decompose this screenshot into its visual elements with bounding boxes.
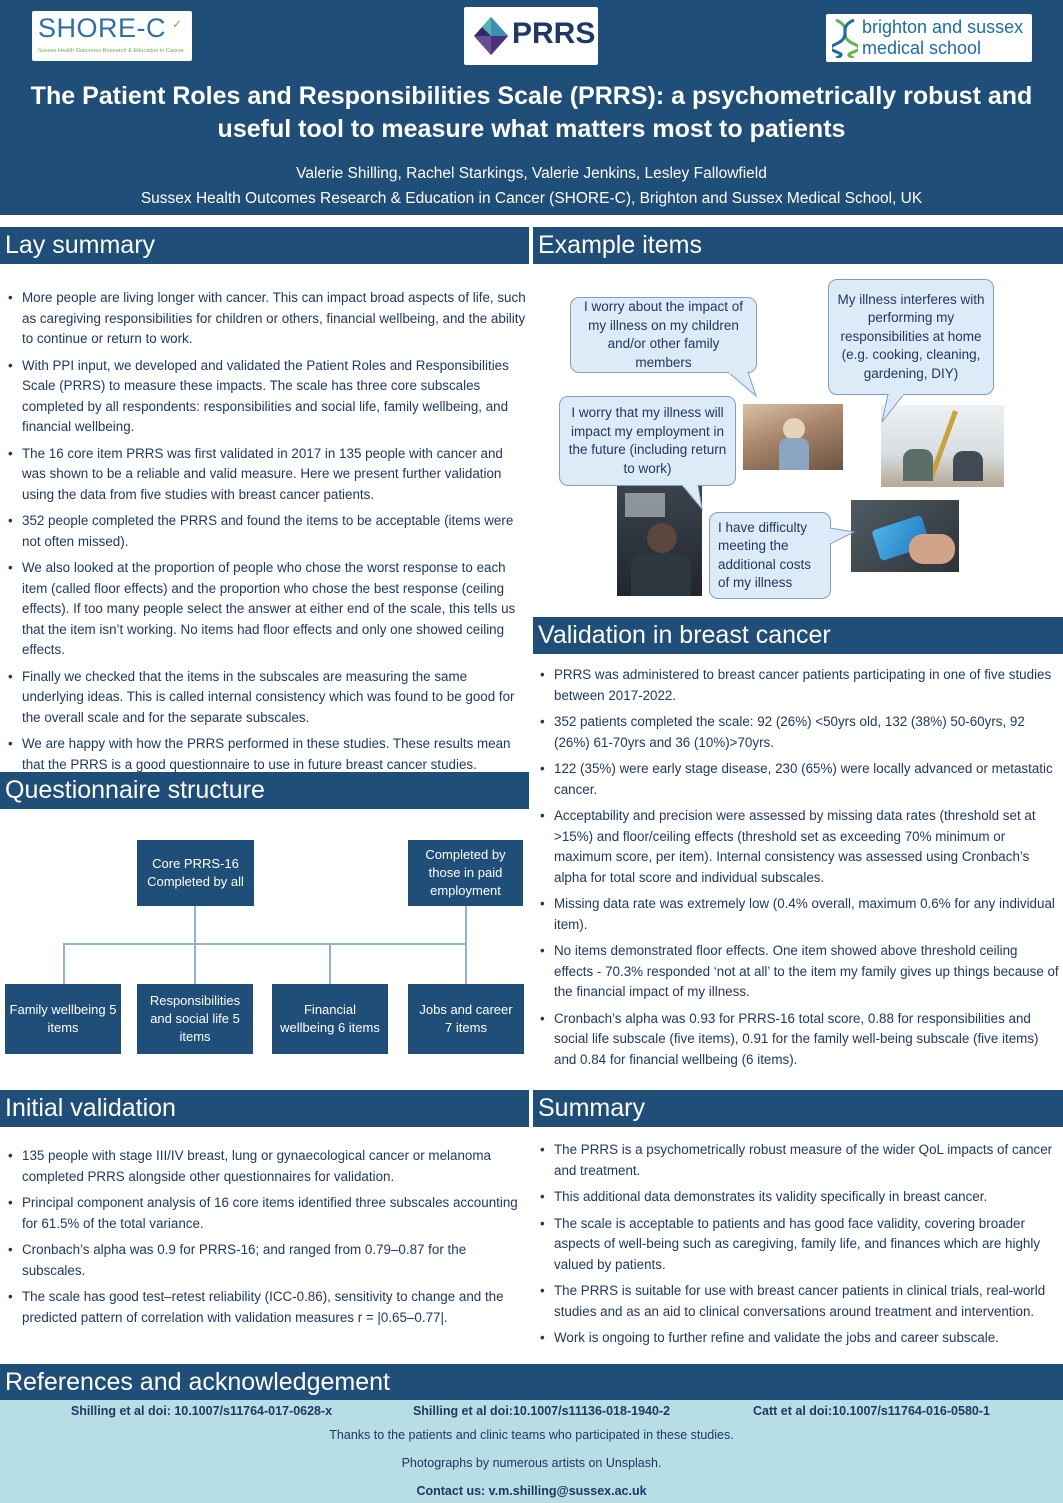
paid-employment-box: Completed by those in paid employment (408, 840, 523, 906)
bsms-logo-line2: medical school (862, 38, 982, 58)
connector (63, 943, 466, 945)
list-item: • Missing data rate was extremely low (0.4% overall, maximum 0.6% for any individual item). (537, 894, 1059, 935)
initial-validation-list (5, 1146, 529, 1334)
reference-2: Shilling et al doi:10.1007/s11136-018-1940-2 (412, 1404, 671, 1418)
list-item: • The PRRS is a psychometrically robust measure of the wider QoL impacts of cancer and treatment. (537, 1140, 1059, 1181)
list-item: • Finally we checked that the items in the subscales are measuring the same underlying ideas. This is called internal consistency which was found to be good for the overall scale and for the separate subscales. (5, 667, 529, 729)
financial-wellbeing-box: Financial wellbeing 6 items (272, 984, 388, 1054)
shore-c-logo-text: SHORE-C (38, 13, 167, 43)
connector (63, 943, 65, 984)
connector (329, 943, 331, 984)
list-item: • With PPI input, we developed and validated the Patient Roles and Responsibilities Scale (PRRS) to measure these impacts. The scale has three core subscales completed by all respondents: responsibilities and social life, family wellbeing, and financial wellbeing. (5, 356, 529, 438)
speech-bubble: I worry about the impact of my illness on my children and/or other family members (570, 297, 757, 373)
list-item: • The 16 core item PRRS was first validated in 2017 in 135 people with cancer and was shown to be a reliable and valid measure. Here we present further validation using the data from five studies with breast cancer patients. (5, 444, 529, 506)
helix-icon (832, 18, 858, 58)
list-item: • We are happy with how the PRRS performed in these studies. These results mean that the PRRS is a good questionnaire to use in future breast cancer studies. (5, 734, 529, 775)
list-item: • Cronbach’s alpha was 0.93 for PRRS-16 total score, 0.88 for responsibilities and social life subscale (five items), 0.91 for the family well-being subscale (five items) and 0.84 for financial wellbeing (6 items). (537, 1009, 1059, 1071)
list-item: • No items demonstrated floor effects. One item showed above threshold ceiling effects - 70.3% responded ‘not at all’ to the item my family gives up things because of the financial impact of my illness. (537, 941, 1059, 1003)
list-item: • Acceptability and precision were assessed by missing data rates (threshold set at >15%) and floor/ceiling effects (threshold set as exceeding 70% minimum or maximum score, per item). Internal consistency was assessed using Cronbach’s alpha for total score and individual subscales. (537, 806, 1059, 888)
bubble-tail (728, 372, 758, 398)
family-wellbeing-box: Family wellbeing 5 items (5, 984, 121, 1054)
poster-header (0, 0, 1063, 215)
references-panel (0, 1400, 1063, 1503)
photo-card (851, 500, 959, 572)
core-prrs-box: Core PRRS-16 Completed by all (137, 840, 254, 906)
reference-1: Shilling et al doi: 10.1007/s11764-017-0628-x (70, 1404, 333, 1418)
references-list (0, 1404, 1063, 1418)
shore-c-logo-subtitle: Sussex Health Outcomes Research & Education in Cancer (38, 48, 184, 54)
responsibilities-box: Responsibilities and social life 5 items (137, 984, 253, 1054)
speech-bubble: My illness interferes with performing my responsibilities at home (e.g. cooking, cleaning, gardening, DIY) (828, 279, 994, 395)
list-item: • Principal component analysis of 16 core items identified three subscales accounting for 61.5% of the total variance. (5, 1193, 529, 1234)
connector (465, 906, 467, 984)
initial-validation-heading: Initial validation (0, 1090, 529, 1127)
speech-bubble: I worry that my illness will impact my employment in the future (including return to work) (559, 396, 736, 486)
list-item: • This additional data demonstrates its validity specifically in breast cancer. (537, 1187, 1059, 1208)
summary-heading: Summary (533, 1090, 1063, 1127)
bubble-tail (680, 485, 706, 511)
validation-breast-heading: Validation in breast cancer (533, 617, 1063, 654)
validation-breast-list (537, 665, 1059, 1076)
list-item: • 352 people completed the PRRS and found the items to be acceptable (items were not often missed). (5, 511, 529, 552)
speech-bubble: I have difficulty meeting the additional costs of my illness (709, 512, 831, 599)
prrs-gem-icon (474, 17, 508, 55)
prrs-logo (464, 7, 598, 65)
lay-summary-heading: Lay summary (0, 227, 529, 264)
connector (194, 943, 196, 984)
example-items-heading: Example items (533, 227, 1063, 264)
list-item: • Cronbach’s alpha was 0.9 for PRRS-16; and ranged from 0.79–0.87 for the subscales. (5, 1240, 529, 1281)
list-item: • The scale has good test–retest reliability (ICC-0.86), sensitivity to change and the predicted pattern of correlation with validation measures r = |0.65–0.77|. (5, 1287, 529, 1328)
list-item: • 352 patients completed the scale: 92 (26%) <50yrs old, 132 (38%) 50-60yrs, 92 (26%) 61-70yrs and 36 (10%)>70yrs. (537, 712, 1059, 753)
prrs-logo-text: PRRS (512, 17, 596, 50)
jobs-career-box: Jobs and career 7 items (408, 984, 524, 1054)
shore-c-logo (32, 11, 192, 61)
list-item: • More people are living longer with cancer. This can impact broad aspects of life, such as caregiving responsibilities for children or others, financial wellbeing, and the ability to continue or return to work. (5, 288, 529, 350)
poster-title (0, 80, 1063, 146)
lay-summary-list (5, 288, 529, 781)
authors: Valerie Shilling, Rachel Starkings, Valerie Jenkins, Lesley Fallowfield (296, 165, 767, 182)
photo-credit-text: Photographs by numerous artists on Unsplash. (401, 1456, 662, 1470)
bsms-logo (826, 14, 1032, 62)
list-item: • We also looked at the proportion of people who chose the worst response to each item (called floor effects) and the proportion who chose the best response (ceiling effects). If too many people select the answer at either end of the scale, this tells us that the item isn’t working. No items had floor effects and only one showed ceiling effects. (5, 558, 529, 661)
poster-title-line2: useful tool to measure what matters most to patients (217, 115, 846, 143)
bubble-tail (830, 526, 856, 550)
reference-3: Catt et al doi:10.1007/s11764-016-0580-1 (753, 1404, 990, 1418)
bsms-logo-line1: brighton and sussex (862, 17, 1024, 37)
connector (194, 906, 196, 944)
list-item: • 135 people with stage III/IV breast, lung or gynaecological cancer or melanoma completed PRRS alongside other questionnaires for validation. (5, 1146, 529, 1187)
list-item: • 122 (35%) were early stage disease, 230 (65%) were locally advanced or metastatic cancer. (537, 759, 1059, 800)
list-item: • Work is ongoing to further refine and validate the jobs and career subscale. (537, 1328, 1059, 1349)
affiliation: Sussex Health Outcomes Research & Education in Cancer (SHORE-C), Brighton and Sussex Medical School, UK (140, 190, 923, 207)
list-item: • The PRRS is suitable for use with breast cancer patients in clinical trials, real-world studies and as an aid to clinical conversations around treatment and intervention. (537, 1281, 1059, 1322)
poster-title-line1: The Patient Roles and Responsibilities Scale (PRRS): a psychometrically robust and (30, 82, 1033, 110)
references-heading: References and acknowledgement (0, 1364, 1063, 1400)
photo-child (743, 404, 843, 470)
questionnaire-heading: Questionnaire structure (0, 772, 529, 809)
list-item: • PRRS was administered to breast cancer patients participating in one of five studies between 2017-2022. (537, 665, 1059, 706)
bubble-tail (880, 394, 910, 424)
bird-icon: ✓ (172, 17, 183, 31)
summary-list (537, 1140, 1059, 1355)
thanks-text: Thanks to the patients and clinic teams who participated in these studies. (329, 1428, 734, 1442)
list-item: • The scale is acceptable to patients and has good face validity, covering broader aspects of well-being such as caregiving, family life, and finances which are highly valued by patients. (537, 1214, 1059, 1276)
contact-text: Contact us: v.m.shilling@sussex.ac.uk (416, 1484, 647, 1498)
